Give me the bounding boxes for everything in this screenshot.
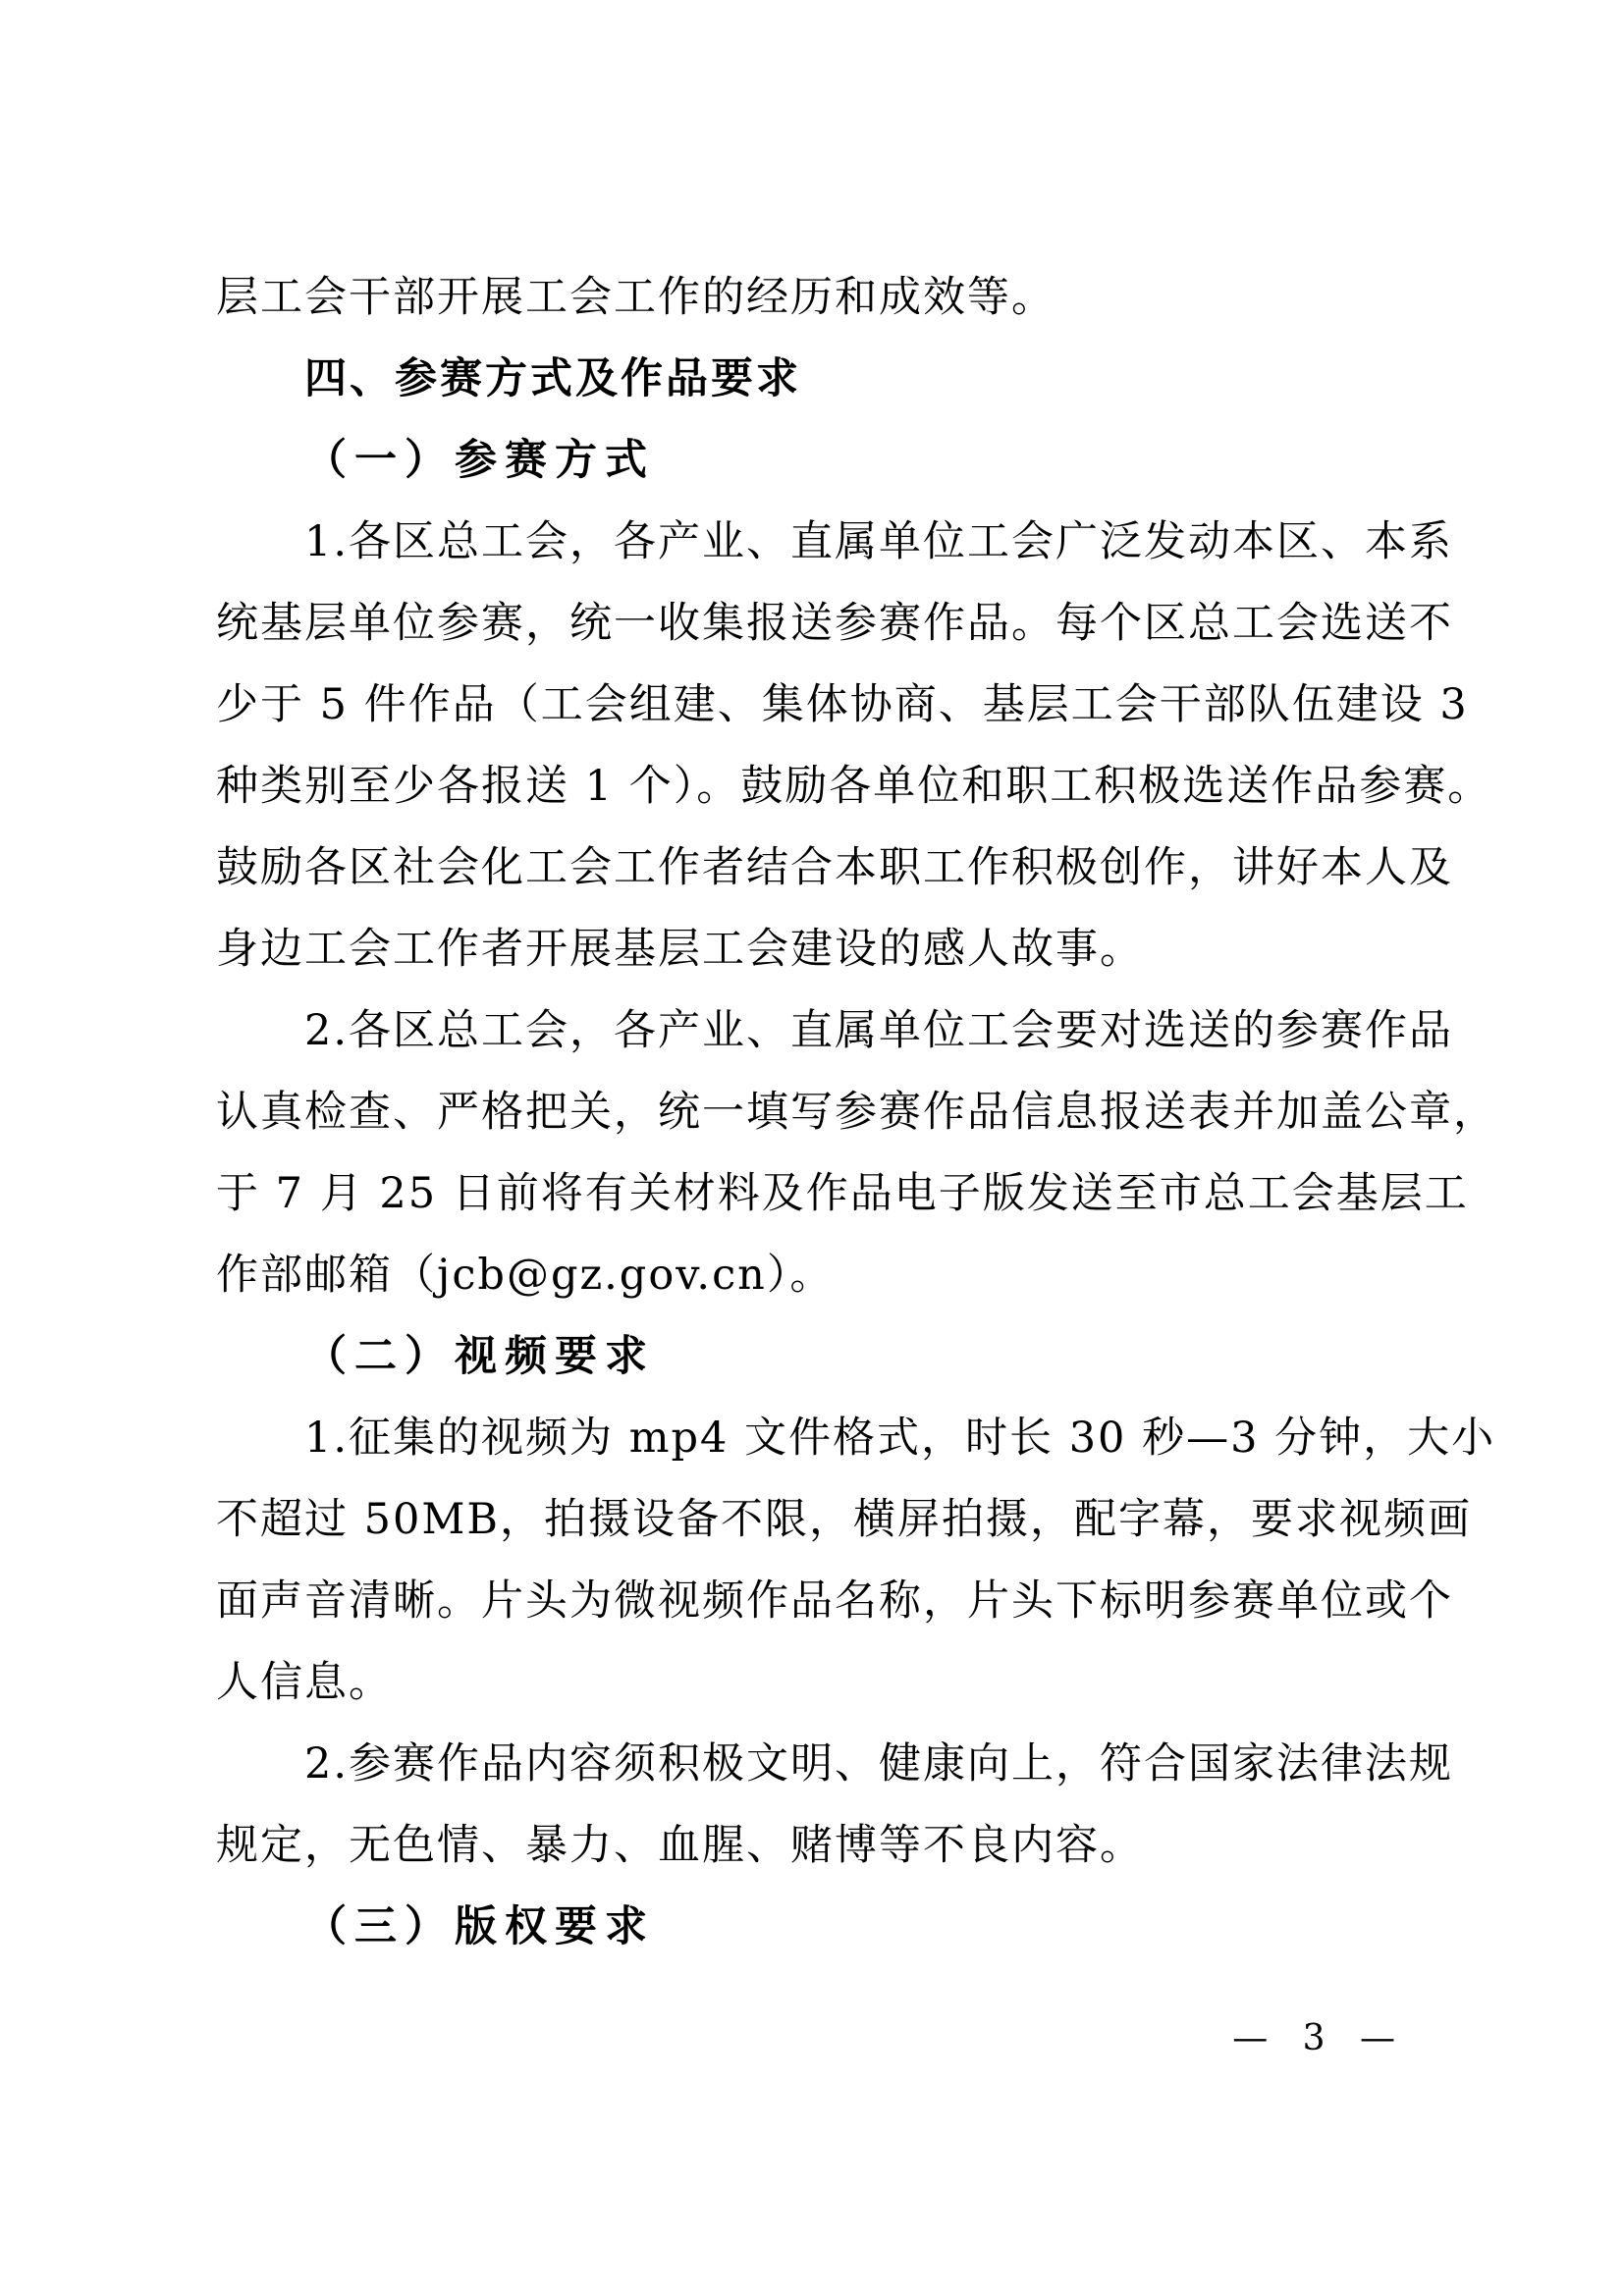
subsection-heading: （三）版权要求 [304,1902,655,1951]
body-line: 作部邮箱（jcb@gz.gov.cn）。 [216,1251,835,1300]
body-line: 2.各区总工会，各产业、直属单位工会要对选送的参赛作品 [304,1006,1454,1055]
body-line: 于 7 月 25 日前将有关材料及作品电子版发送至市总工会基层工 [216,1169,1469,1218]
body-line: 层工会干部开展工会工作的经历和成效等。 [216,273,1055,322]
body-line: 人信息。 [216,1658,393,1707]
body-line: 鼓励各区社会化工会工作者结合本职工作积极创作，讲好本人及 [216,843,1453,892]
body-line: 1.各区总工会，各产业、直属单位工会广泛发动本区、本系 [304,517,1454,566]
body-line: 不超过 50MB，拍摄设备不限，横屏拍摄，配字幕，要求视频画 [216,1495,1473,1544]
page-number: — 3 — [1232,2018,1407,2058]
body-line: 认真检查、严格把关，统一填写参赛作品信息报送表并加盖公章， [216,1088,1497,1137]
body-line: 规定，无色情、暴力、血腥、赌博等不良内容。 [216,1821,1144,1870]
section-heading: 四、参赛方式及作品要求 [304,354,801,403]
body-line: 种类别至少各报送 1 个）。鼓励各单位和职工积极选送作品参赛。 [216,762,1492,811]
body-line: 面声音清晰。片头为微视频作品名称，片头下标明参赛单位或个 [216,1576,1453,1626]
body-line: 1.征集的视频为 mp4 文件格式，时长 30 秒—3 分钟，大小 [304,1414,1496,1463]
subsection-heading: （二）视频要求 [304,1332,655,1381]
body-line: 少于 5 件作品（工会组建、集体协商、基层工会干部队伍建设 3 [216,680,1469,729]
body-line: 2.参赛作品内容须积极文明、健康向上，符合国家法律法规 [304,1739,1454,1789]
body-line: 身边工会工作者开展基层工会建设的感人故事。 [216,925,1144,974]
body-line: 统基层单位参赛，统一收集报送参赛作品。每个区总工会选送不 [216,599,1453,648]
subsection-heading: （一）参赛方式 [304,436,655,485]
